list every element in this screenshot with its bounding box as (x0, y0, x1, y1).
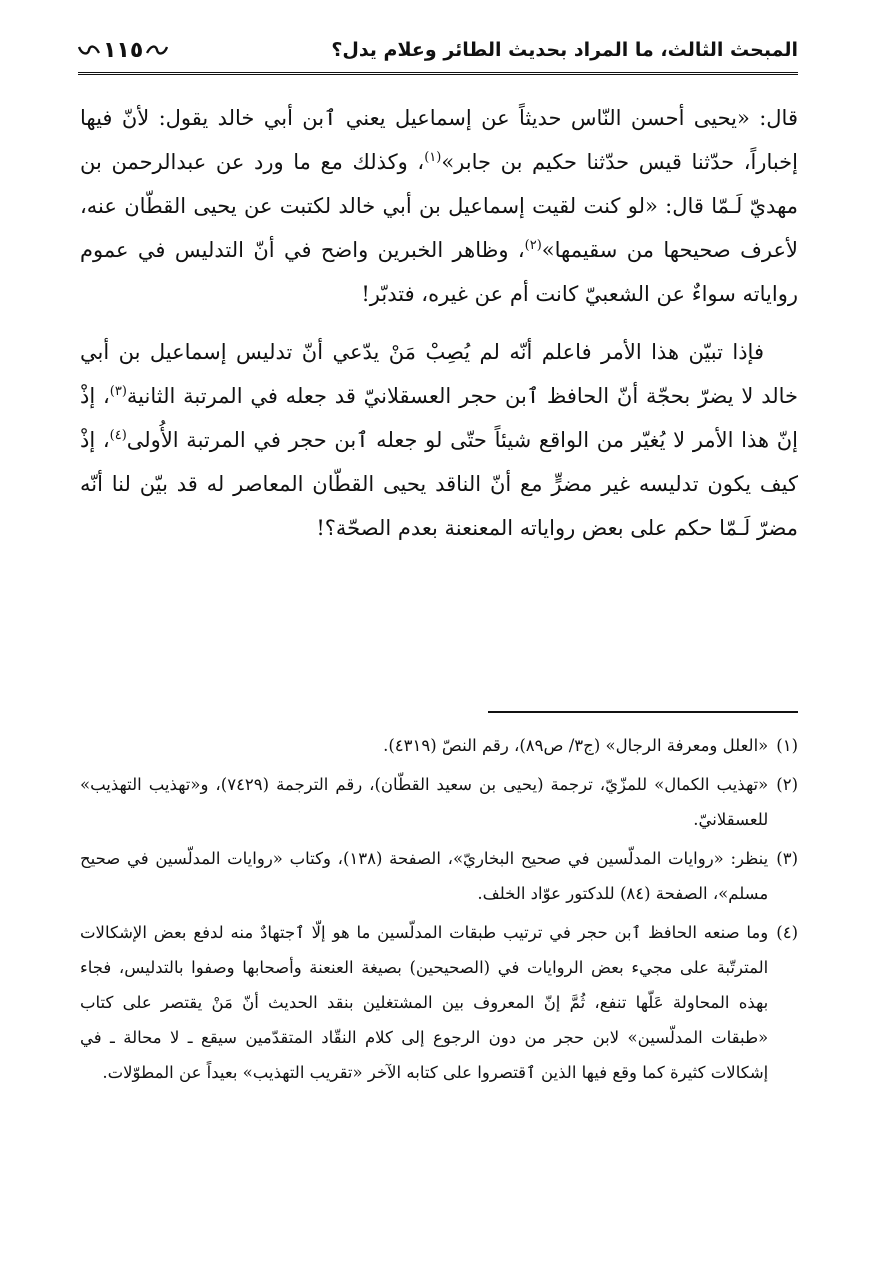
footnote-text: «العلل ومعرفة الرجال» (ج٣/ ص٨٩)، رقم النصّ (٤٣١٩). (383, 736, 769, 755)
footnote-1 (80, 728, 798, 763)
main-text (80, 96, 798, 550)
page-number-ornament (78, 38, 168, 63)
footnote-3 (80, 841, 798, 911)
footnotes (80, 728, 798, 1094)
paragraph-2-text-c: ، إذْ كيف يكون تدليسه غير مضرٍّ مع أنّ الناقد يحيى القطّان المعاصر له قد بيّن لنا أنّه مضرّ لَـمّا حكم على بعض رواياته المعنعنة بعدم الصحّة؟! (80, 428, 798, 540)
footnote-number: (١) (776, 736, 798, 755)
footnote-4 (80, 915, 798, 1090)
footnote-text: «تهذيب الكمال» للمزّيّ، ترجمة (يحيى بن سعيد القطّان)، رقم الترجمة (٧٤٢٩)، و«تهذيب التهذيب» للعسقلانيّ. (80, 775, 769, 829)
paragraph-2 (80, 330, 798, 550)
ornament-swirl-icon (146, 43, 168, 57)
paragraph-1-text-a: قال: «يحيى أحسن النّاس حديثاً عن إسماعيل يعني ٱبن أبي خالد يقول: لأنّ فيها إخباراً، حدّثنا قيس حدّثنا حكيم بن جابر» (80, 106, 798, 174)
paragraph-1-text-c: ، وظاهر الخبرين واضح في أنّ التدليس في عموم رواياته سواءٌ عن الشعبيّ كانت أم عن غيره، فتدبّر! (80, 238, 798, 306)
footnote-ref-4[interactable]: (٤) (109, 428, 127, 443)
header-divider (78, 72, 798, 75)
page-number: ١١٥ (103, 37, 144, 63)
footnote-number: (٤) (776, 923, 798, 942)
footnote-divider (488, 711, 798, 713)
footnote-text: ينظر: «روايات المدلّسين في صحيح البخاريّ»، الصفحة (١٣٨)، وكتاب «روايات المدلّسين في صحيح مسلم»، الصفحة (٨٤) للدكتور عوّاد الخلف. (80, 849, 769, 903)
footnote-number: (٣) (776, 849, 798, 868)
footnote-number: (٢) (776, 775, 798, 794)
chapter-title: المبحث الثالث، ما المراد بحديث الطائر وعلام يدل؟ (331, 39, 798, 61)
footnote-text: وما صنعه الحافظ ٱبن حجر في ترتيب طبقات المدلّسين ما هو إلّا ٱجتهادٌ منه لدفع بعض الإشكالات المترتّبة على مجيء بعض الروايات في (الصحيحين) بصيغة العنعنة وأصحابها وصفوا بالتدليس، فجاء بهذه المحاولة عَلّها تنفع، ثُمَّ إنّ المعروف بين المشتغلين بنقد الحديث أنّ مَنْ يقتصر على كتاب «طبقات المدلّسين» لابن حجر من دون الرجوع إلى كلام النقّاد المتقدّمين سيقع ـ لا محالة ـ في إشكالات كثيرة كما وقع فيها الذين ٱقتصروا على كتابه الآخر «تقريب التهذيب» بعيداً عن المطوّلات. (80, 923, 769, 1082)
footnote-ref-2[interactable]: (٢) (524, 238, 542, 253)
paragraph-1 (80, 96, 798, 316)
footnote-2 (80, 767, 798, 837)
running-header (78, 30, 798, 70)
footnote-ref-3[interactable]: (٣) (109, 384, 127, 399)
paragraph-2-text-b: ، إذْ إنّ هذا الأمر لا يُغيّر من الواقع شيئاً حتّى لو جعله ٱبن حجر في المرتبة الأُولى (80, 384, 799, 452)
paragraph-1-text-b: ، وكذلك مع ما ورد عن عبدالرحمن بن مهديّ لَـمّا قال: «لو كنت لقيت إسماعيل بن أبي خالد لكتبت عن يحيى القطّان عنه، لأعرف صحيحها من سقيمها» (80, 150, 798, 262)
paragraph-2-text-a: فإذا تبيّن هذا الأمر فاعلم أنّه لم يُصِبْ مَنْ يدّعي أنّ تدليس إسماعيل بن أبي خالد لا يضرّ بحجّة أنّ الحافظ ٱبن حجر العسقلانيّ قد جعله في المرتبة الثانية (80, 340, 799, 408)
ornament-swirl-icon (78, 43, 100, 57)
footnote-ref-1[interactable]: (١) (424, 150, 442, 165)
